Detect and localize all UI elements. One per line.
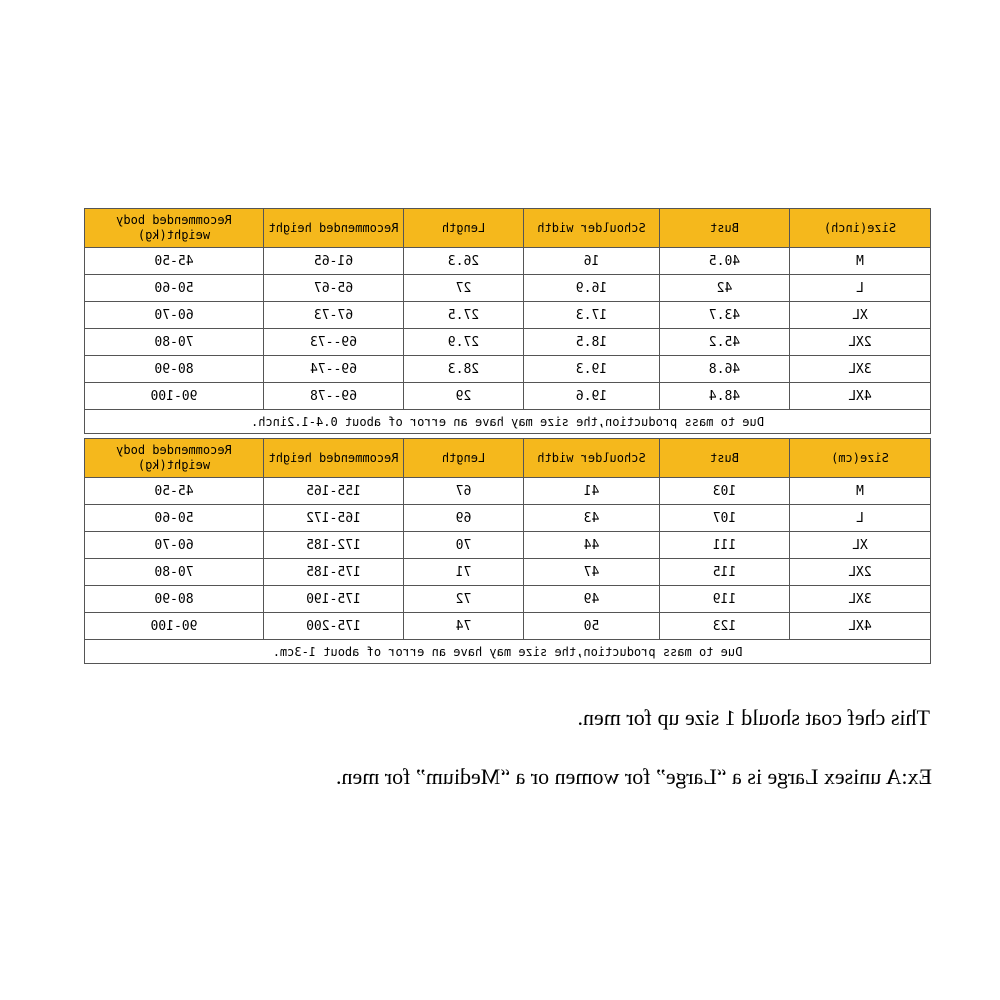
cell-height: 61-65 xyxy=(264,248,404,275)
cell-shoulder: 19.3 xyxy=(524,356,660,383)
cell-height: 69--78 xyxy=(264,383,404,410)
tolerance-note-inch: Due to mass production,the size may have an error of about 0.4-1.2inch. xyxy=(85,410,931,434)
cell-shoulder: 41 xyxy=(524,478,660,505)
cell-length: 26.3 xyxy=(404,248,524,275)
table-row xyxy=(85,248,931,275)
header-shoulder: Schoulder width xyxy=(524,209,660,248)
cell-size: 3XL xyxy=(790,586,931,613)
table-row xyxy=(85,505,931,532)
table-row xyxy=(85,559,931,586)
cell-bust: 123 xyxy=(660,613,790,640)
cell-length: 69 xyxy=(404,505,524,532)
cell-length: 71 xyxy=(404,559,524,586)
cell-weight: 45-50 xyxy=(85,248,264,275)
cell-weight: 70-80 xyxy=(85,559,264,586)
cell-weight: 80-90 xyxy=(85,356,264,383)
cell-weight: 90-100 xyxy=(85,613,264,640)
header-bust: Bust xyxy=(660,209,790,248)
cell-shoulder: 47 xyxy=(524,559,660,586)
cell-length: 27.5 xyxy=(404,302,524,329)
cell-length: 74 xyxy=(404,613,524,640)
cell-weight: 45-50 xyxy=(85,478,264,505)
cell-bust: 111 xyxy=(660,532,790,559)
cell-length: 29 xyxy=(404,383,524,410)
cell-weight: 60-70 xyxy=(85,532,264,559)
cell-bust: 107 xyxy=(660,505,790,532)
table-note-row xyxy=(85,640,931,664)
header-weight: Recommended body weight(kg) xyxy=(85,439,264,478)
cell-size: XL xyxy=(790,302,931,329)
cell-shoulder: 50 xyxy=(524,613,660,640)
table-note-row xyxy=(85,410,931,434)
table-header-row xyxy=(85,209,931,248)
cell-bust: 40.5 xyxy=(660,248,790,275)
cell-shoulder: 44 xyxy=(524,532,660,559)
table-row xyxy=(85,356,931,383)
cell-size: 2XL xyxy=(790,329,931,356)
table-row xyxy=(85,613,931,640)
cell-height: 175-200 xyxy=(264,613,404,640)
cell-size: M xyxy=(790,478,931,505)
cell-height: 175-190 xyxy=(264,586,404,613)
cell-size: 4XL xyxy=(790,383,931,410)
table-row xyxy=(85,302,931,329)
cell-size: M xyxy=(790,248,931,275)
cell-weight: 70-80 xyxy=(85,329,264,356)
header-bust: Bust xyxy=(660,439,790,478)
cell-shoulder: 17.3 xyxy=(524,302,660,329)
header-size: Size(inch) xyxy=(790,209,931,248)
cell-weight: 60-70 xyxy=(85,302,264,329)
header-height: Recommended height xyxy=(264,209,404,248)
cell-length: 67 xyxy=(404,478,524,505)
cell-size: L xyxy=(790,275,931,302)
table-row xyxy=(85,586,931,613)
cell-length: 27 xyxy=(404,275,524,302)
size-table-inch xyxy=(84,208,931,434)
cell-length: 27.9 xyxy=(404,329,524,356)
cell-size: L xyxy=(790,505,931,532)
cell-bust: 103 xyxy=(660,478,790,505)
sizing-example-caption: Ex:A unisex Large is a “Large” for women or a “Medium” for men. xyxy=(335,764,932,789)
header-length: Length xyxy=(404,209,524,248)
cell-size: 4XL xyxy=(790,613,931,640)
cell-size: 3XL xyxy=(790,356,931,383)
header-size: Size(cm) xyxy=(790,439,931,478)
cell-shoulder: 19.6 xyxy=(524,383,660,410)
cell-shoulder: 16.9 xyxy=(524,275,660,302)
cell-weight: 50-60 xyxy=(85,505,264,532)
table-row xyxy=(85,383,931,410)
cell-bust: 45.2 xyxy=(660,329,790,356)
header-shoulder: Schoulder width xyxy=(524,439,660,478)
cell-height: 165-172 xyxy=(264,505,404,532)
cell-height: 67-73 xyxy=(264,302,404,329)
cell-bust: 119 xyxy=(660,586,790,613)
cell-shoulder: 49 xyxy=(524,586,660,613)
cell-bust: 43.7 xyxy=(660,302,790,329)
cell-height: 69--73 xyxy=(264,329,404,356)
cell-length: 70 xyxy=(404,532,524,559)
header-weight: Recommended body weight(kg) xyxy=(85,209,264,248)
cell-bust: 115 xyxy=(660,559,790,586)
table-row xyxy=(85,532,931,559)
cell-size: 2XL xyxy=(790,559,931,586)
cell-height: 69--74 xyxy=(264,356,404,383)
cell-height: 65-67 xyxy=(264,275,404,302)
cell-height: 175-185 xyxy=(264,559,404,586)
cell-height: 172-185 xyxy=(264,532,404,559)
cell-shoulder: 18.5 xyxy=(524,329,660,356)
cell-bust: 42 xyxy=(660,275,790,302)
table-header-row xyxy=(85,439,931,478)
cell-weight: 90-100 xyxy=(85,383,264,410)
cell-bust: 46.8 xyxy=(660,356,790,383)
sizing-advice-caption: This chef coat should 1 size up for men. xyxy=(577,705,930,730)
cell-size: XL xyxy=(790,532,931,559)
cell-length: 28.3 xyxy=(404,356,524,383)
header-height: Recommended height xyxy=(264,439,404,478)
size-table-cm xyxy=(84,438,931,664)
tolerance-note-cm: Due to mass production,the size may have an error of about 1-3cm. xyxy=(85,640,931,664)
table-row xyxy=(85,478,931,505)
cell-height: 155-165 xyxy=(264,478,404,505)
cell-shoulder: 16 xyxy=(524,248,660,275)
cell-weight: 80-90 xyxy=(85,586,264,613)
cell-weight: 50-60 xyxy=(85,275,264,302)
cell-length: 72 xyxy=(404,586,524,613)
table-row xyxy=(85,275,931,302)
table-row xyxy=(85,329,931,356)
cell-bust: 48.4 xyxy=(660,383,790,410)
header-length: Length xyxy=(404,439,524,478)
cell-shoulder: 43 xyxy=(524,505,660,532)
